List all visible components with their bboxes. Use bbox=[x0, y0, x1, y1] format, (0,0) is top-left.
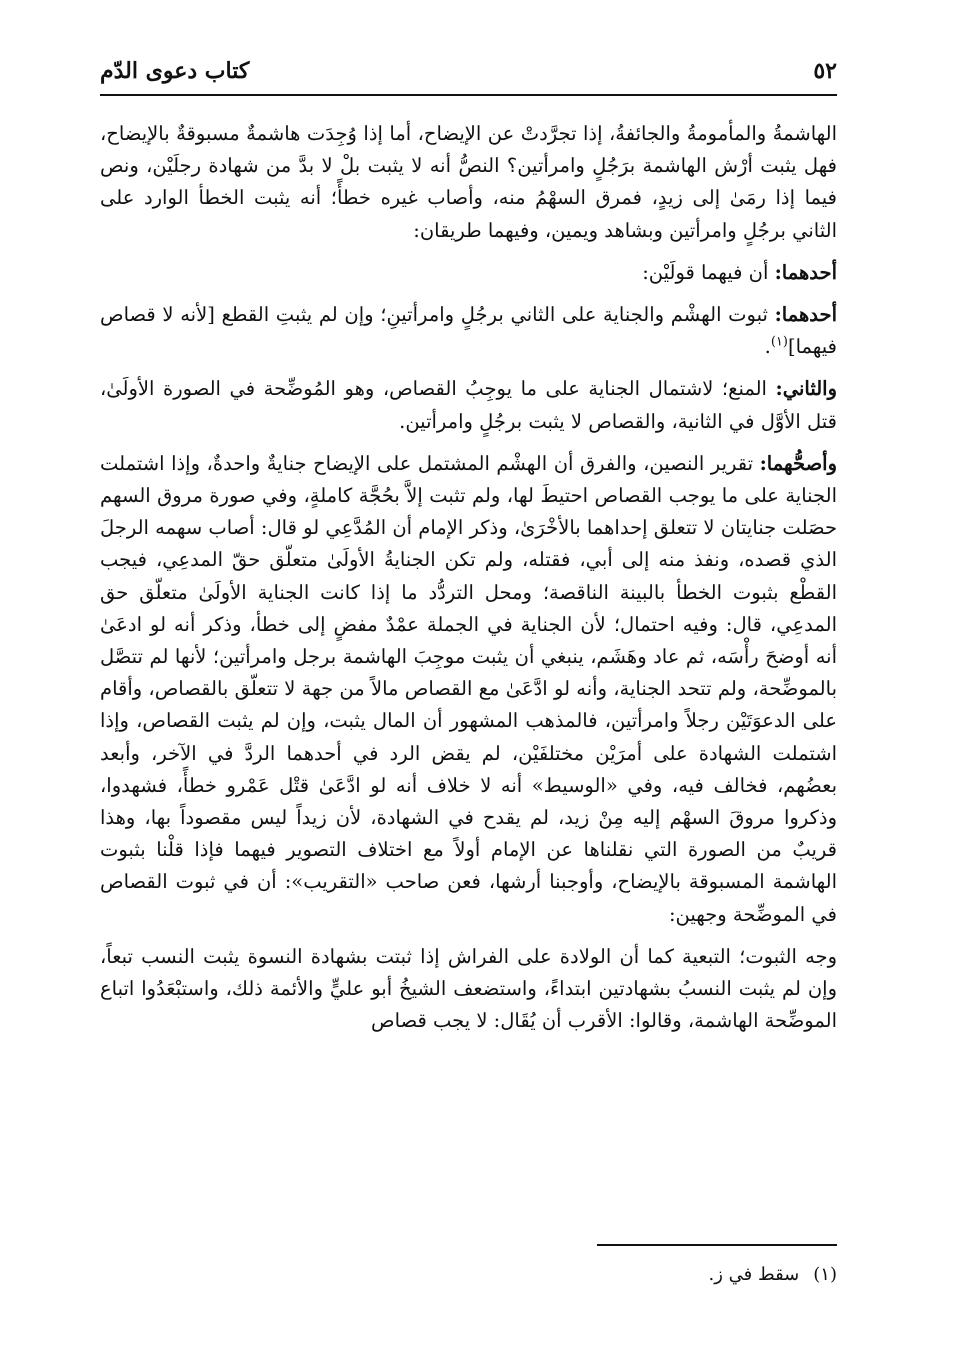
footnote bbox=[100, 1262, 837, 1288]
footnote-divider bbox=[597, 1244, 837, 1246]
paragraph-tail: . bbox=[764, 335, 771, 359]
paragraph-text: تقرير النصين، والفرق أن الهشْم المشتمل على الإيضاح جنايةٌ واحدةٌ، وإذا اشتملت الجناية على ما يوجب القصاص احتيطَ لها، ولم تثبت إلاَّ بحُجَّة كاملةٍ، وفي صورة مروق السهم حصَلت جنايتان لا تتعلق إحداهما بالأخْرَىٰ، وذكر الإمام أن المُدَّعِي لو قال: أصاب سهمه الرجلَ الذي قصده، ونفذ منه إلى أبي، فقتله، ولم تكن الجنايةُ الأولَىٰ متعلّق حقّ المدعِي، فيجب القطْع بثبوت الخطأ بالبينة الناقصة؛ ومحل التردُّد ما إذا كانت الجناية الأولَىٰ متعلّق حق المدعِي، قال: وفيه احتمال؛ لأن الجناية في الجملة عمْدٌ مفضٍ إلى خطأ، وذكر أنه لو ادعَىٰ أنه أوضحَ رأْسَه، ثم عاد وهَشَم، ينبغي أن يثبت موجِبَ الهاشمة برجل وامرأتين؛ لأنها لم تتصَّل بالموضِّحة، ولم تتحد الجناية، وأنه لو ادَّعَىٰ مع القصاص مالاً من جهة لا تتعلّق بالقصاص، وأقام على الدعوَتَيْن رجلاً وامرأتين، فالمذهب المشهور أن المال يثبت، وإن لم يثبت القصاص، وإذا اشتملت الشهادة على أمرَيْن مختلفَيْن، لم يقض الرد في أحدهما الردَّ في الآخر، وأبعد بعضُهم، فخالف فيه، وفي «الوسيط» أنه لا خلاف أنه لو ادَّعَىٰ قتْل عَمْرو خطأً، فشهدوا، وذكروا مروقَ السهْم إليه مِنْ زيد، لم يقدح في الشهادة، لأن زيداً ليس مقصوداً بها، وهذا قريبٌ من الصورة التي نقلناها عن الإمام أولاً مع اختلاف التصوير فيهما فإذا قلْنا بثبوت الهاشمة المسبوقة بالإيضاح، وأوجبنا أرشها، فعن صاحب «التقريب»: أن في ثبوت القصاص في الموضِّحة وجهين: bbox=[100, 451, 837, 926]
book-title: كتاب دعوى الدّم bbox=[100, 58, 250, 84]
paragraph-text: المنع؛ لاشتمال الجناية على ما يوجِبُ القصاص، وهو المُوضِّحة في الصورة الأولَىٰ، قتل الأوَّل في الثانية، والقصاص لا يثبت برجُلٍ وامرأتين. bbox=[100, 377, 837, 433]
paragraph-text: وجه الثبوت؛ التبعية كما أن الولادة على الفراش إذا ثبتت بشهادة النسوة يثبت النسب تبعاً، وإن لم يثبت النسبُ بشهادتين ابتداءً، واستضعف الشيخُ أبو عليٍّ والأئمة ذلك، واستبْعَدُوا اتباع الموضِّحة الهاشمة، وقالوا: الأقرب أن يُقَال: لا يجب قصاص bbox=[100, 944, 837, 1033]
page-header bbox=[100, 52, 837, 96]
paragraph-text: ثبوت الهشْم والجناية على الثاني برجُلٍ وامرأتينِ؛ وإن لم يثبتِ القطع [لأنه لا قصاص فيهما] bbox=[100, 303, 837, 359]
paragraph-text: الهاشمةُ والمأمومةُ والجائفةُ، إذا تجرَّدتْ عن الإيضاح، أما إذا وُجِدَت هاشمةٌ مسبوقةٌ بالإيضاح، فهل يثبت أرْش الهاشمة برَجُلٍ وامرأتين؟ النصُّ أنه لا يثبت بلْ لا بدَّ من شهادة رجلَيْن، ونص فيما إذا رمَىٰ إلى زيدٍ، فمرق السهْمُ منه، وأصاب غيره خطأً؛ أنه يثبت الخطأ الوارد على الثاني برجُلٍ وامرأتين وبشاهد ويمين، وفيهما طريقان: bbox=[100, 122, 837, 242]
paragraph-4 bbox=[100, 373, 837, 437]
paragraph-1 bbox=[100, 118, 837, 247]
paragraph-6 bbox=[100, 941, 837, 1038]
body-text bbox=[100, 118, 837, 1047]
footnote-number: (١) bbox=[813, 1264, 837, 1285]
paragraph-lead: والثاني: bbox=[775, 377, 837, 401]
footnote-text: سقط في ز. bbox=[708, 1264, 800, 1285]
paragraph-lead: أحدهما: bbox=[774, 260, 837, 284]
paragraph-lead: وأصحُّهما: bbox=[759, 451, 837, 475]
page-number: ٥٢ bbox=[813, 58, 837, 84]
paragraph-3 bbox=[100, 299, 837, 363]
paragraph-lead: أحدهما: bbox=[774, 303, 837, 327]
paragraph-2 bbox=[100, 257, 837, 289]
paragraph-text: أن فيهما قولَيْن: bbox=[642, 260, 775, 284]
footnote-reference: (١) bbox=[770, 334, 788, 350]
paragraph-5 bbox=[100, 448, 837, 931]
